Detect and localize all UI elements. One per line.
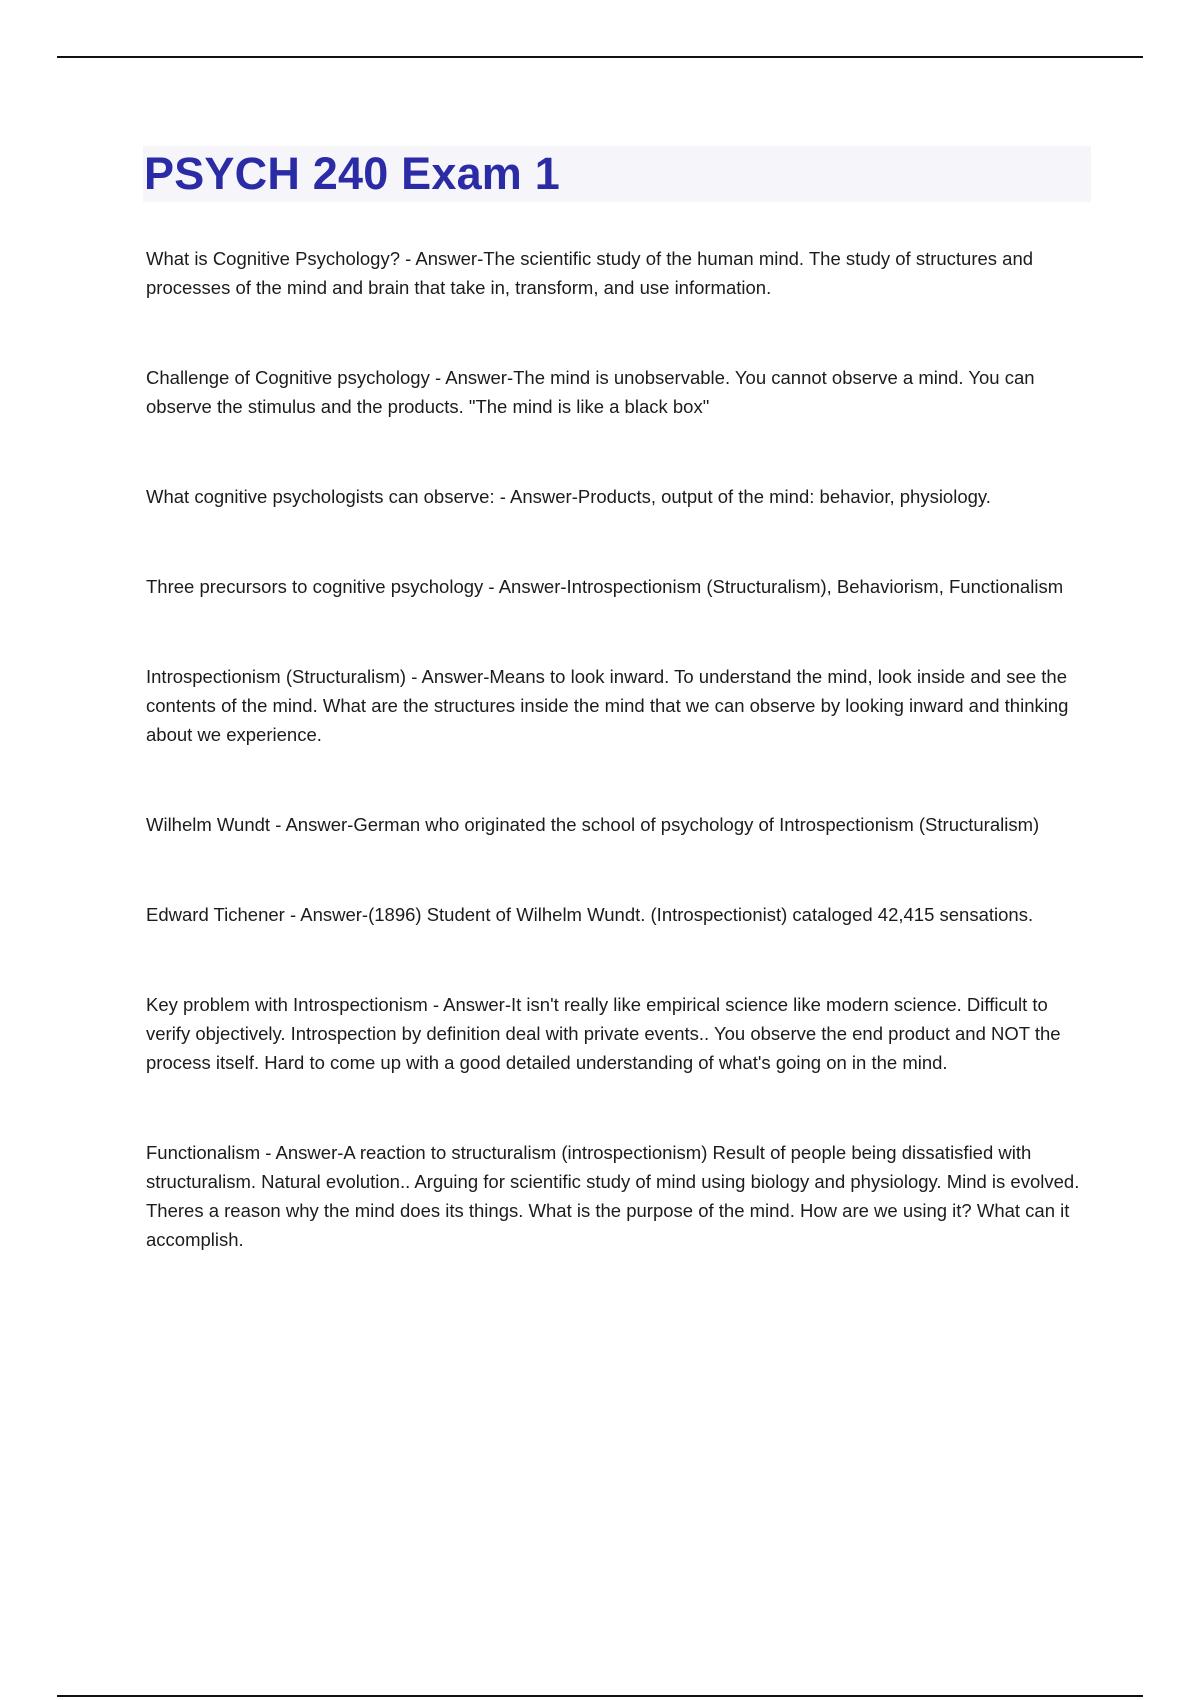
qa-item: Functionalism - Answer-A reaction to structuralism (introspectionism) Result of people being dissatisfied with structuralism. Natural evolution.. Arguing for scientific study of mind using biology and physiology. Mind is evolved. Theres a reason why the mind does its things. What is the purpose of the mind. How are we using it? What can it accomplish. <box>146 1142 1080 1250</box>
qa-item: Edward Tichener - Answer-(1896) Student of Wilhelm Wundt. (Introspectionist) cataloged 42,415 sensations. <box>146 904 1034 925</box>
qa-item: Three precursors to cognitive psychology - Answer-Introspectionism (Structuralism), Behaviorism, Functionalism <box>146 576 1064 597</box>
qa-item: Challenge of Cognitive psychology - Answer-The mind is unobservable. You cannot observe a mind. You can observe the stimulus and the products. "The mind is like a black box" <box>146 367 1035 417</box>
qa-item: What is Cognitive Psychology? - Answer-The scientific study of the human mind. The study of structures and processes of the mind and brain that take in, transform, and use information. <box>146 248 1034 298</box>
qa-item: Introspectionism (Structuralism) - Answer-Means to look inward. To understand the mind, look inside and see the contents of the mind. What are the structures inside the mind that we can observe by looking inward and thinking about we experience. <box>146 666 1069 745</box>
page-title: PSYCH 240 Exam 1 <box>144 148 560 199</box>
qa-item: Key problem with Introspectionism - Answer-It isn't really like empirical science like modern science. Difficult to verify objectively. Introspection by definition deal with private events.. You observe the end product and NOT the process itself. Hard to come up with a good detailed understanding of what's going on in the mind. <box>146 994 1061 1073</box>
qa-item: What cognitive psychologists can observe: - Answer-Products, output of the mind: behavior, physiology. <box>146 486 991 507</box>
top-rule <box>57 56 1143 58</box>
bottom-rule <box>57 1695 1143 1697</box>
qa-item: Wilhelm Wundt - Answer-German who originated the school of psychology of Introspectionism (Structuralism) <box>146 814 1040 835</box>
qa-list <box>146 244 1091 1315</box>
